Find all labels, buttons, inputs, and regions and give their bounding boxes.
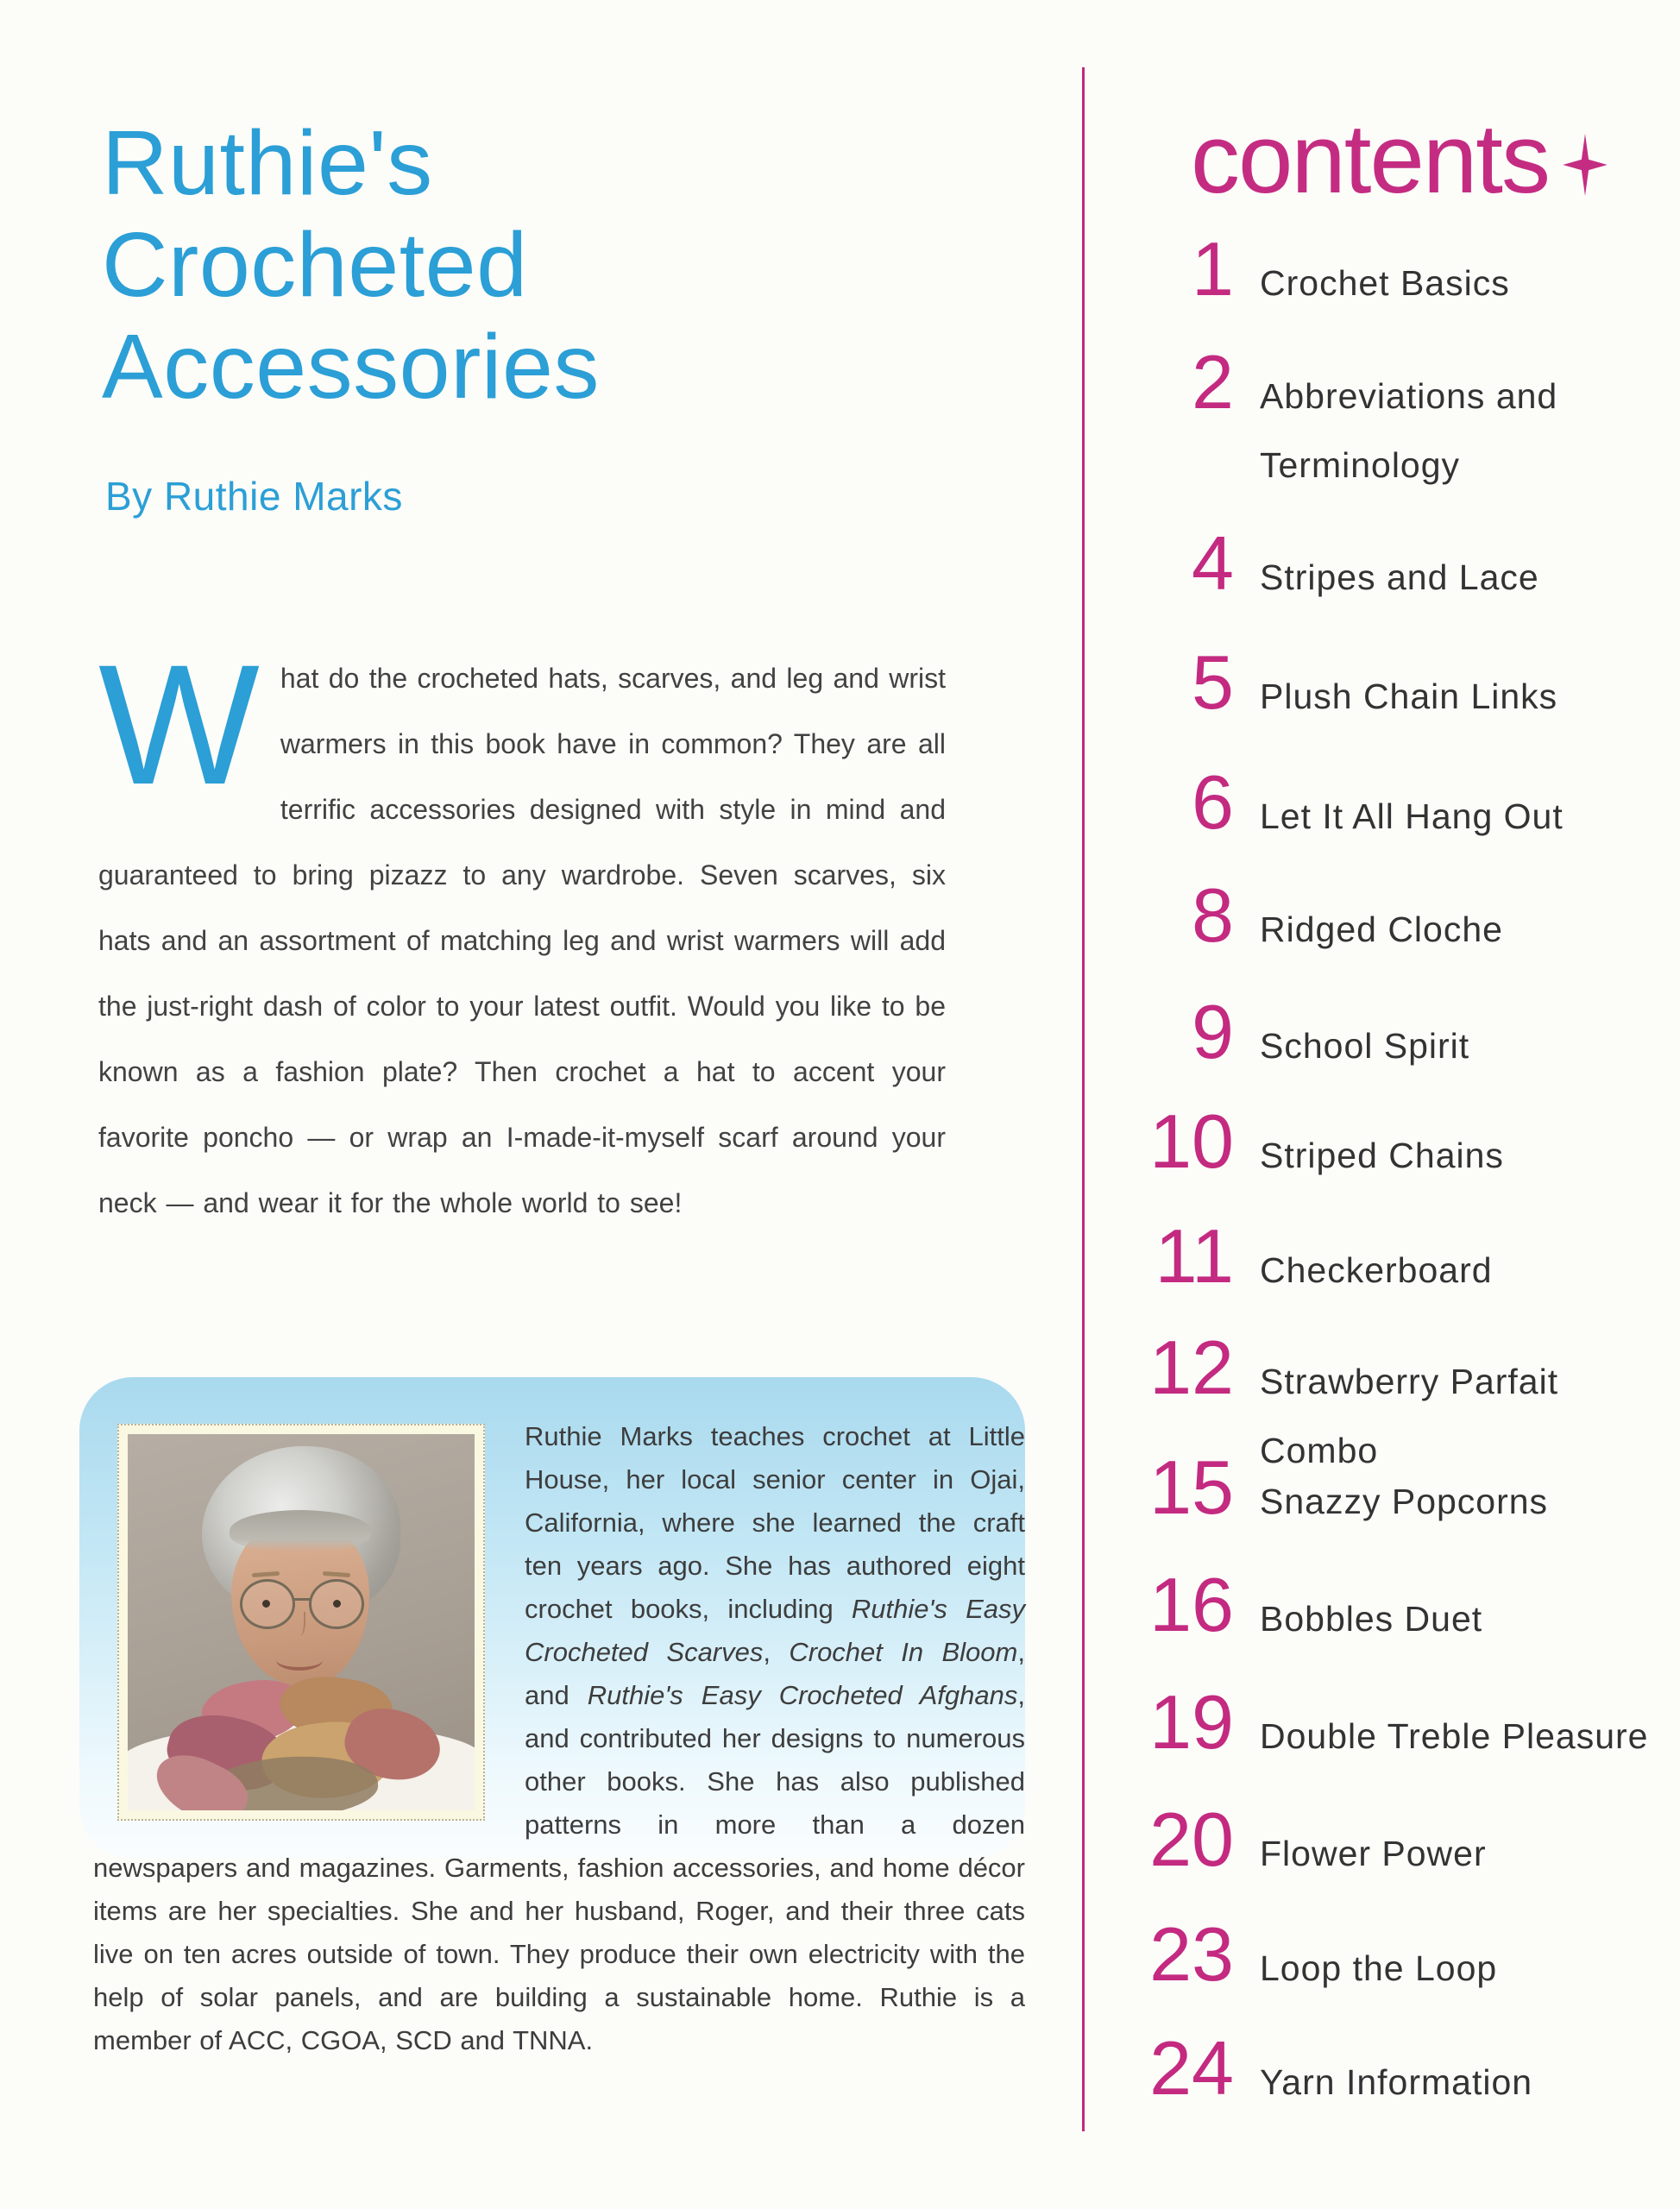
toc-page-number: 9 [1192,989,1234,1074]
toc-item [1137,2027,1672,2117]
toc-item [1137,1798,1672,1888]
toc-page-number: 23 [1149,1911,1234,1997]
author-byline: By Ruthie Marks [105,474,403,519]
contents-heading [1191,104,1608,214]
toc-item [1137,1100,1672,1190]
page-title [102,112,600,418]
toc-page-number: 6 [1192,759,1234,845]
contents-heading-text: contents [1191,104,1549,214]
title-line-2: Crocheted [102,214,528,316]
toc-item-title: Loop the Loop [1260,1948,1498,1988]
toc-item-title: Plush Chain Links [1260,677,1558,716]
toc-item [1137,228,1672,318]
toc-page-number: 19 [1149,1679,1234,1765]
toc-page-number: 10 [1149,1098,1234,1184]
toc-item [1137,641,1672,731]
toc-page-number: 4 [1192,520,1234,606]
toc-item-title: Strawberry Parfait Combo [1260,1362,1559,1470]
toc-page-number: 24 [1149,2025,1234,2111]
sparkle-star-icon [1563,114,1608,212]
toc-page-number: 11 [1155,1213,1234,1299]
toc-item-title: Let It All Hang Out [1260,796,1564,836]
toc-page-number: 1 [1192,226,1234,312]
toc-page-number: 5 [1192,639,1234,725]
bio-paragraph [93,1415,1025,2062]
toc-item-title: Striped Chains [1260,1136,1504,1175]
toc-page-number: 8 [1192,872,1234,958]
toc-item [1137,1681,1672,1771]
toc-page-number: 15 [1149,1444,1234,1530]
toc-item-title: Abbreviations and Terminology [1260,376,1558,485]
toc-page-number: 2 [1192,339,1234,425]
toc-item [1137,1564,1672,1653]
toc-item-title: Crochet Basics [1260,263,1510,303]
toc-item-title: Checkerboard [1260,1250,1493,1290]
toc-item-title: Ridged Cloche [1260,909,1503,949]
toc-item [1137,341,1672,500]
toc-item [1137,1446,1672,1536]
toc-page-number: 16 [1149,1562,1234,1647]
vertical-divider-line [1082,67,1085,2131]
toc-item [1137,522,1672,612]
toc-item [1137,991,1672,1080]
bio-text-segments: Ruthie Marks teaches crochet at Little House, her local senior center in Ojai, California, where she learned the craft ten years ago. She has authored eight crochet books, including Ruthie's Easy Crocheted Scarves, Crochet In Bloom, and Ruthie's Easy Crocheted Afghans, and contributed her designs to numerous other books. She has also published patterns in more than a dozen newspapers and magazines. Garments, fashion accessories, and home décor items are her specialties. She and her husband, Roger, and their three cats live on ten acres outside of town. They produce their own electricity with the help of solar panels, and are building a sustainable home. Ruthie is a member of ACC, CGOA, SCD and TNNA. [93,1421,1025,2055]
toc-item-title: Stripes and Lace [1260,557,1539,597]
photo-text-wrap-spacer [93,1415,525,1822]
toc-item [1137,1913,1672,2003]
dropcap-letter: W [98,629,260,820]
toc-item-title: Snazzy Popcorns [1260,1482,1549,1521]
title-line-3: Accessories [102,316,600,418]
toc-item-title: School Spirit [1260,1026,1470,1066]
toc-item-title: Bobbles Duet [1260,1599,1483,1639]
toc-page-number: 12 [1149,1325,1234,1410]
toc-item [1137,874,1672,964]
toc-item [1137,761,1672,851]
toc-item-title: Flower Power [1260,1834,1487,1873]
toc-page-number: 20 [1149,1797,1234,1882]
intro-paragraph [98,629,946,1236]
toc-item-title: Yarn Information [1260,2062,1533,2102]
intro-text: hat do the crocheted hats, scarves, and leg and wrist warmers in this book have in common? They are all terrific accessories designed with style in mind and guaranteed to bring pizazz to any wardrobe. Seven scarves, six hats and an assortment of matching leg and wrist warmers will add the just-right dash of color to your latest outfit. Would you like to be known as a fashion plate? Then crochet a hat to accent your favorite poncho — or wrap an I-made-it-myself scarf around your neck — and wear it for the whole world to see! [98,663,946,1218]
toc-item [1137,1215,1672,1305]
title-line-1: Ruthie's [102,112,433,214]
toc-item-title: Double Treble Pleasure [1260,1716,1649,1756]
